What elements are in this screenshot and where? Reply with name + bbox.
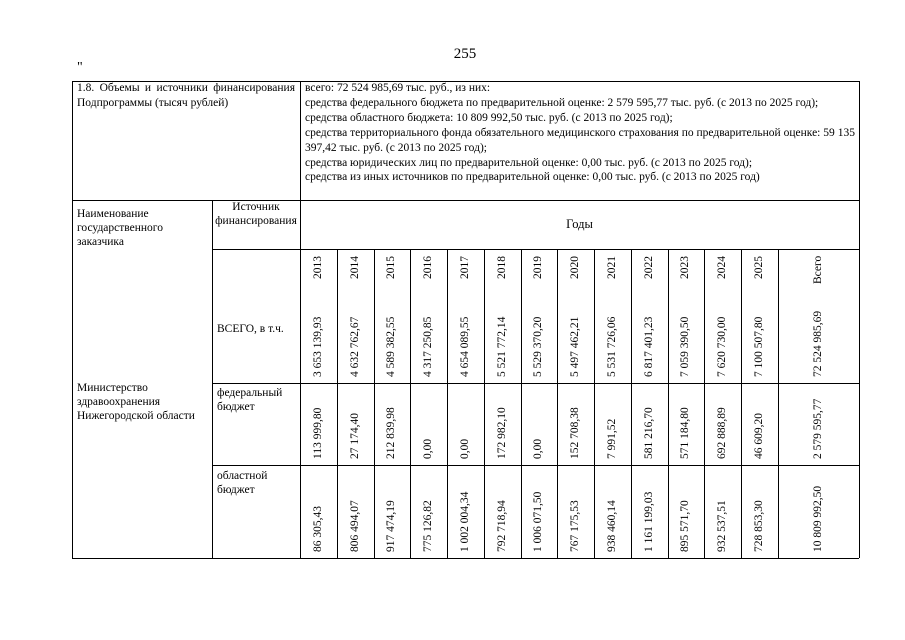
table-rule xyxy=(447,249,448,558)
table-cell-value: 775 126,82 xyxy=(421,500,434,552)
table-rule xyxy=(72,81,73,558)
table-rule xyxy=(212,200,213,558)
table-cell-value: 72 524 985,69 xyxy=(811,310,824,377)
year-label: Всего xyxy=(811,256,824,285)
table-cell-value: 10 809 992,50 xyxy=(811,485,824,552)
section-description xyxy=(305,81,855,185)
table-rule xyxy=(300,249,301,558)
year-label: 2024 xyxy=(715,256,728,279)
section-line: средства федерального бюджета по предварительной оценке: 2 579 595,77 тыс. руб. (с 2013 по 2025 год); xyxy=(305,96,819,109)
table-rule xyxy=(521,249,522,558)
table-rule xyxy=(484,249,485,558)
table-cell-value: 7 059 390,50 xyxy=(679,316,691,377)
table-rule xyxy=(212,383,859,384)
year-label: 2014 xyxy=(348,256,361,279)
table-rule xyxy=(72,200,859,201)
table-rule xyxy=(337,249,338,558)
table-cell-value: 86 305,43 xyxy=(311,506,324,552)
section-line: средства областного бюджета: 10 809 992,50 тыс. руб. (с 2013 по 2025 год); xyxy=(305,111,673,124)
table-cell-value: 571 184,80 xyxy=(679,407,691,459)
table-cell-value: 7 991,52 xyxy=(605,418,618,459)
year-label: 2019 xyxy=(532,256,544,279)
year-label: 2025 xyxy=(752,256,765,279)
table-cell-value: 7 100 507,80 xyxy=(752,316,765,377)
table-cell-value: 7 620 730,00 xyxy=(715,316,728,377)
table-cell-value: 1 002 004,34 xyxy=(458,491,471,552)
table-cell-value: 1 006 071,50 xyxy=(532,491,544,552)
opening-quote: " xyxy=(77,60,83,75)
table-rule xyxy=(300,81,301,200)
section-line: средства территориального фонда обязательного медицинского страхования по предварительной оценке: 59 135 397,42 тыс. руб. (с 2013 по 2025 год); xyxy=(305,126,855,154)
table-cell-value: 4 654 089,55 xyxy=(458,316,471,377)
table-cell-value: 0,00 xyxy=(532,438,544,459)
table-cell-value: 0,00 xyxy=(458,438,471,459)
page-number: 255 xyxy=(453,46,477,62)
year-label: 2013 xyxy=(311,256,324,279)
year-label: 2023 xyxy=(679,256,691,279)
header-source: Источник финансирования xyxy=(215,201,297,227)
table-rule xyxy=(374,249,375,558)
section-line: средства юридических лиц по предварительной оценке: 0,00 тыс. руб. (с 2013 по 2025 год); xyxy=(305,156,753,169)
source-label: областной бюджет xyxy=(217,470,268,496)
table-cell-value: 932 537,51 xyxy=(715,500,728,552)
table-cell-value: 4 632 762,67 xyxy=(348,316,361,377)
source-label: ВСЕГО, в т.ч. xyxy=(217,323,284,335)
table-cell-value: 728 853,30 xyxy=(752,500,765,552)
table-cell-value: 2 579 595,77 xyxy=(811,398,824,459)
table-cell-value: 27 174,40 xyxy=(348,413,361,459)
table-rule xyxy=(212,465,859,466)
table-cell-value: 938 460,14 xyxy=(605,500,618,552)
table-rule xyxy=(631,249,632,558)
table-cell-value: 1 161 199,03 xyxy=(642,491,655,552)
table-rule xyxy=(704,249,705,558)
table-cell-value: 152 708,38 xyxy=(568,407,581,459)
section-line: всего: 72 524 985,69 тыс. руб., из них: xyxy=(305,82,491,94)
table-cell-value: 6 817 401,23 xyxy=(642,316,655,377)
year-label: 2018 xyxy=(495,256,508,279)
table-rule xyxy=(557,249,558,558)
year-label: 2020 xyxy=(568,256,581,279)
section-title: 1.8. Объемы и источники финансирования Подпрограммы (тысяч рублей) xyxy=(77,82,295,109)
header-customer: Наименование государственного заказчика xyxy=(77,208,163,248)
table-cell-value: 4 589 382,55 xyxy=(385,316,397,377)
table-rule xyxy=(859,81,860,558)
section-line: средства из иных источников по предварительной оценке: 0,00 тыс. руб. (с 2013 по 2025 год) xyxy=(305,171,760,184)
table-cell-value: 692 888,89 xyxy=(715,407,728,459)
table-cell-value: 806 494,07 xyxy=(348,500,361,552)
year-label: 2017 xyxy=(458,256,471,279)
table-cell-value: 5 497 462,21 xyxy=(568,316,581,377)
table-rule xyxy=(594,249,595,558)
table-cell-value: 581 216,70 xyxy=(642,407,655,459)
table-cell-value: 0,00 xyxy=(421,438,434,459)
header-years: Годы xyxy=(566,217,593,231)
table-cell-value: 5 521 772,14 xyxy=(495,316,508,377)
table-rule xyxy=(212,249,859,250)
table-rule xyxy=(668,249,669,558)
table-cell-value: 46 609,20 xyxy=(752,413,765,459)
table-rule xyxy=(410,249,411,558)
table-rule xyxy=(72,558,859,559)
table-cell-value: 172 982,10 xyxy=(495,407,508,459)
table-cell-value: 113 999,80 xyxy=(311,407,324,459)
table-cell-value: 4 317 250,85 xyxy=(421,316,434,377)
customer-name: Министерство здравоохранения Нижегородской области xyxy=(77,382,195,422)
year-label: 2021 xyxy=(605,256,618,279)
table-cell-value: 895 571,70 xyxy=(679,500,691,552)
table-cell-value: 3 653 139,93 xyxy=(311,316,324,377)
table-cell-value: 5 529 370,20 xyxy=(532,316,544,377)
table-cell-value: 917 474,19 xyxy=(385,500,397,552)
table-cell-value: 767 175,53 xyxy=(568,500,581,552)
table-cell-value: 212 839,98 xyxy=(385,407,397,459)
table-rule xyxy=(741,249,742,558)
table-cell-value: 5 531 726,06 xyxy=(605,316,618,377)
year-label: 2015 xyxy=(385,256,397,279)
year-label: 2016 xyxy=(421,256,434,279)
table-cell-value: 792 718,94 xyxy=(495,500,508,552)
year-label: 2022 xyxy=(642,256,655,279)
source-label: федеральный бюджет xyxy=(217,387,283,413)
table-rule xyxy=(778,249,779,558)
